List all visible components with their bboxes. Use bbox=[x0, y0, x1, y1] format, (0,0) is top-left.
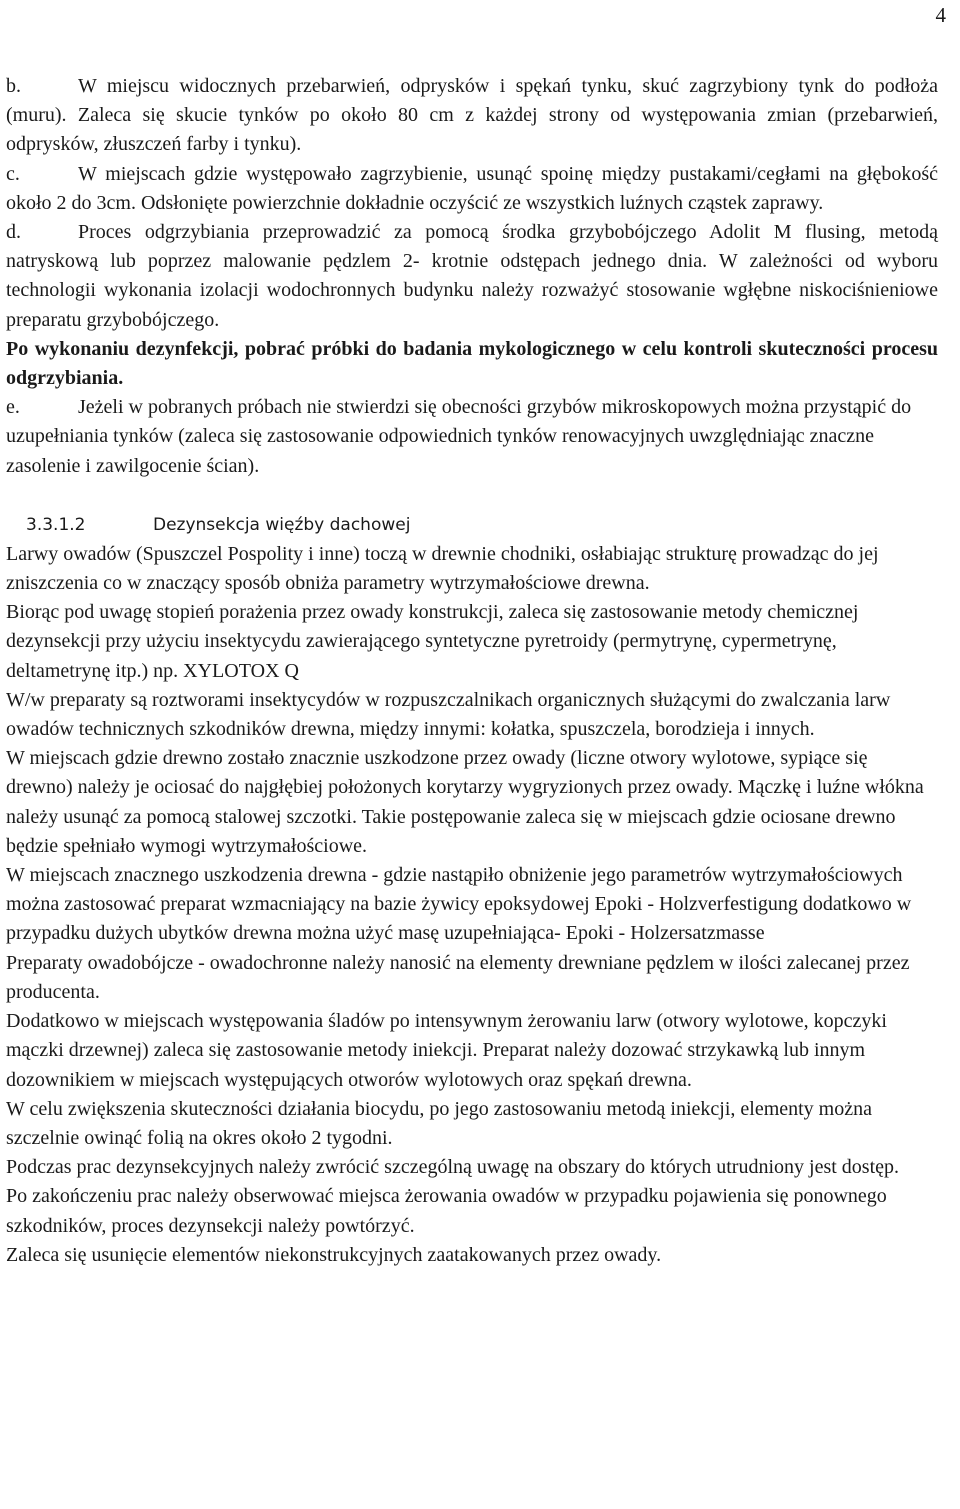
list-marker: c. bbox=[6, 162, 20, 185]
list-item-c bbox=[6, 160, 938, 218]
page-number: 4 bbox=[935, 3, 946, 27]
paragraph: Biorąc pod uwagę stopień porażenia przez owady konstrukcji, zaleca się zastosowanie metody chemicznej dezynsekcji przy użyciu insektycydu zawierającego syntetyczne pyretroidy (permytrynę, cypermetrynę, deltametrynę itp.) np. XYLOTOX Q bbox=[6, 601, 859, 682]
paragraph: Zaleca się usunięcie elementów niekonstrukcyjnych zaatakowanych przez owady. bbox=[6, 1243, 662, 1266]
list-marker: b. bbox=[6, 75, 21, 97]
list-item-text: W miejscu widocznych przebarwień, odprysków i spękań tynku, skuć zagrzybiony tynk do podłoża (muru). Zaleca się skucie tynków po około 80 cm z każdej strony od występowania zmian (przebarwień, odprysków, złuszczeń farby i tynku). bbox=[6, 75, 938, 156]
paragraph: W celu zwiększenia skuteczności działania biocydu, po jego zastosowaniu metodą iniekcji, elementy można szczelnie owinąć folią na okres około 2 tygodni. bbox=[6, 1097, 872, 1149]
section-number: 3.3.1.2 bbox=[26, 514, 86, 535]
list-item-b bbox=[6, 72, 938, 160]
list-item-e bbox=[6, 393, 938, 481]
list-marker: e. bbox=[6, 396, 20, 419]
list-item-text: Jeżeli w pobranych próbach nie stwierdzi się obecności grzybów mikroskopowych można przystąpić do uzupełniania tynków (zaleca się zastosowanie odpowiednich tynków renowacyjnych uwzględniając znaczne zasolenie i zawilgocenie ścian). bbox=[6, 396, 912, 477]
paragraph: Podczas prac dezynsekcyjnych należy zwrócić szczególną uwagę na obszary do których utrudniony jest dostęp. bbox=[6, 1156, 900, 1179]
list-marker: d. bbox=[6, 221, 21, 244]
list-item-d bbox=[6, 218, 938, 335]
paragraph: W miejscach znacznego uszkodzenia drewna - gdzie nastąpiło obniżenie jego parametrów wytrzymałościowych można zastosować preparat wzmacniający na bazie żywicy epoksydowej Epoki - Holzverfestigung dodatkowo w przypadku dużych ubytków drewna można użyć masę uzupełniająca- Epoki - Holzersatzmasse bbox=[6, 864, 912, 945]
paragraph: Preparaty owadobójcze - owadochronne należy nanosić na elementy drewniane pędzlem w ilości zalecanej przez producenta. bbox=[6, 951, 910, 1003]
paragraph: Dodatkowo w miejscach występowania śladów po intensywnym żerowaniu larw (otwory wylotowe, kopczyki mączki drzewnej) zaleca się zastosowanie metody iniekcji. Preparat należy dozować strzykawką lub innym dozownikiem w miejscach występujących otworów wylotowych oraz spękań drewna. bbox=[6, 1010, 887, 1091]
paragraph: Po zakończeniu prac należy obserwować miejsca żerowania owadów w przypadku pojawienia się ponownego szkodników, proces dezynsekcji należy powtórzyć. bbox=[6, 1185, 887, 1237]
paragraph: W/w preparaty są roztworami insektycydów w rozpuszczalnikach organicznych służącymi do zwalczania larw owadów technicznych szkodników drewna, między innymi: kołatka, spuszczela, borodzieja i innych. bbox=[6, 688, 891, 741]
list-item-text: W miejscach gdzie występowało zagrzybienie, usunąć spoinę między pustakami/cegłami na głębokość około 2 do 3cm. Odsłonięte powierzchnie dokładnie oczyścić ze wszystkich luźnych cząstek zaprawy. bbox=[6, 162, 938, 214]
section-heading bbox=[6, 510, 938, 540]
bold-note: Po wykonaniu dezynfekcji, pobrać próbki do badania mykologicznego w celu kontroli skuteczności procesu odgrzybiania. bbox=[6, 337, 938, 390]
list-item-text: Proces odgrzybiania przeprowadzić za pomocą środka grzybobójczego Adolit M flusing, metodą natryskową lub poprzez malowanie pędzlem 2- krotnie odstępach jednego dnia. W zależności od wyboru technologii wykonania izolacji wodochronnych budynku należy rozważyć stosowanie wgłębne niskociśnieniowe preparatu grzybobójczego. bbox=[6, 221, 938, 331]
section-title: Dezynsekcja więźby dachowej bbox=[153, 514, 411, 535]
paragraph: Larwy owadów (Spuszczel Pospolity i inne) toczą w drewnie chodniki, osłabiając strukturę prowadząc do jej zniszczenia co w znaczący sposób obniża parametry wytrzymałościowe drewna. bbox=[6, 542, 879, 595]
paragraph: W miejscach gdzie drewno zostało znacznie uszkodzone przez owady (liczne otwory wylotowe, sypiące się drewno) należy je ociosać do najgłębiej położonych korytarzy wygryzionych przez owady. Mączkę i luźne włókna należy usunąć za pomocą stalowej szczotki. Takie postępowanie zaleca się w miejscach gdzie ociosane drewno będzie spełniało wymogi wytrzymałościowe. bbox=[6, 747, 924, 857]
document-body bbox=[6, 72, 938, 1270]
